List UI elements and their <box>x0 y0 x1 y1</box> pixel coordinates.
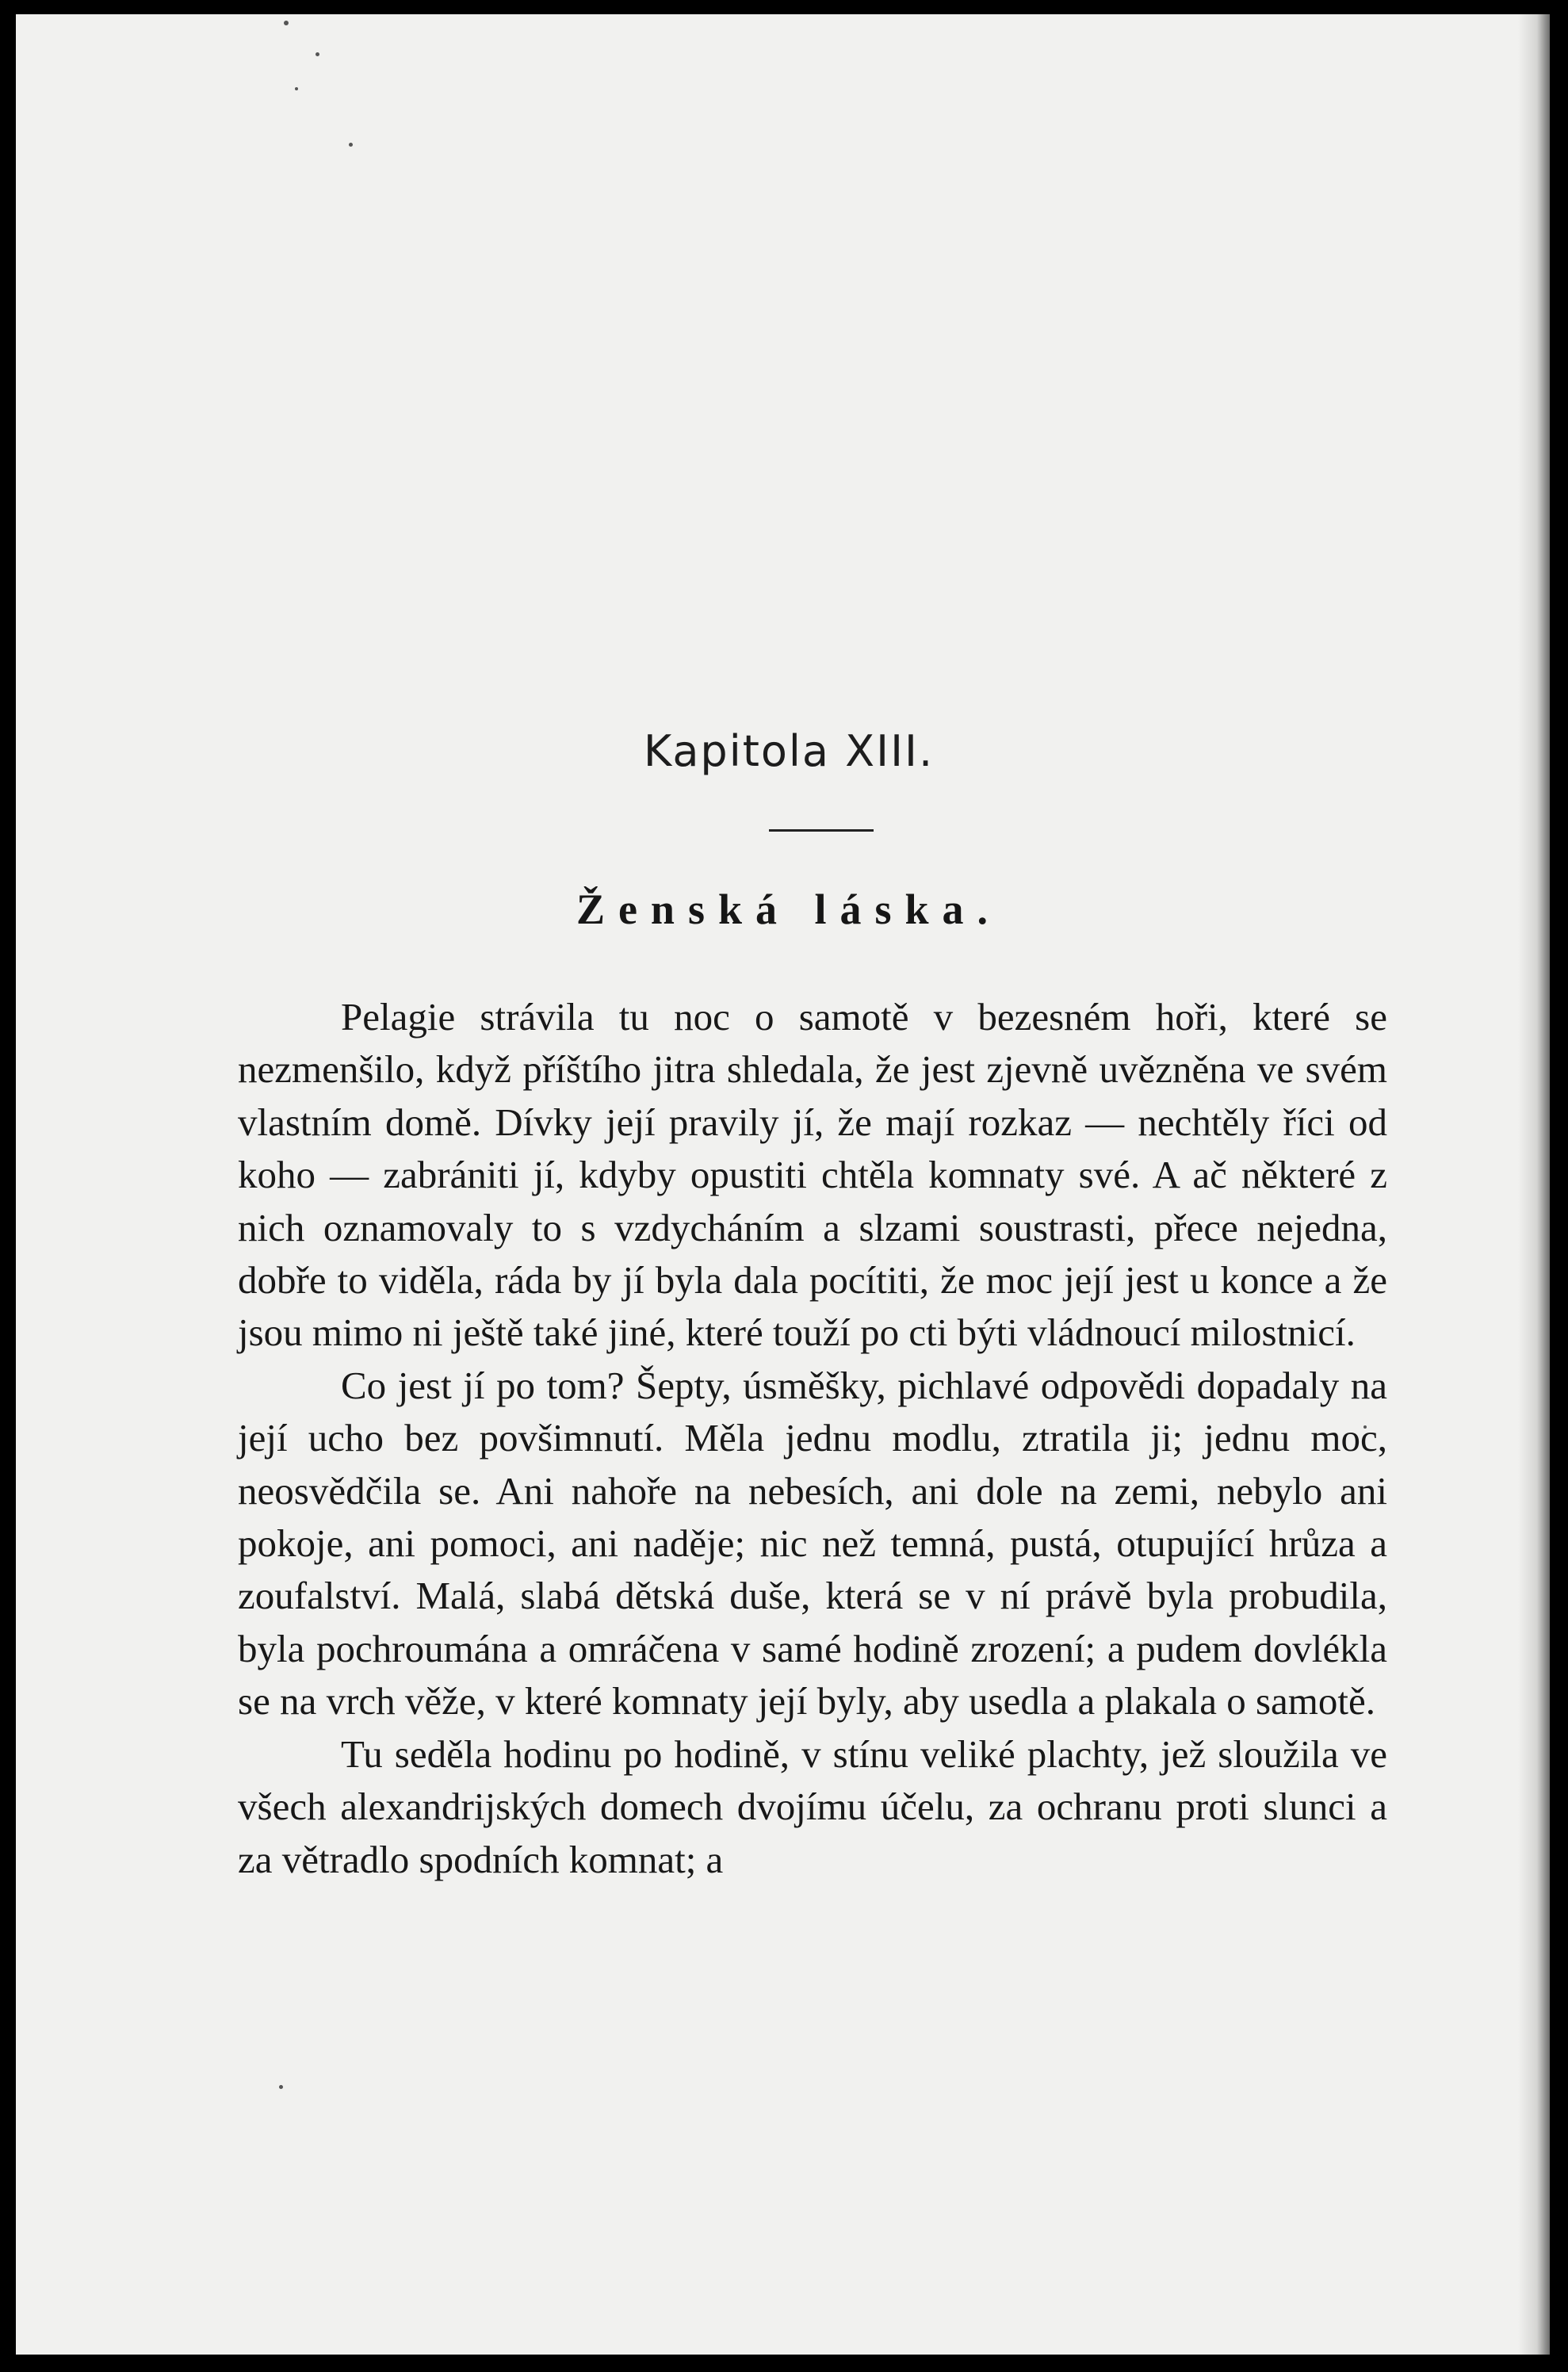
ink-speck <box>316 52 319 56</box>
book-page <box>16 14 1550 2355</box>
paragraph: Co jest jí po tom? Šepty, úsměšky, pichlavé odpovědi dopadaly na její ucho bez povšimnutí. Měla jednu modlu, ztratila ji; jednu moc, neosvědčila se. Ani nahoře na nebesích, ani dole na zemi, nebylo ani pokoje, ani pomoci, ani naděje; nic než temná, pustá, otupující hrůza a zoufalství. Malá, slabá dětská duše, která se v ní právě byla probudila, byla pochroumána a omráčena v samé hodině zrození; a pudem dovlékla se na vrch věže, v které komnaty její byly, aby usedla a plakala o samotě. <box>238 1363 1387 1724</box>
chapter-title: Ženská láska. <box>576 886 1002 933</box>
chapter-heading: Kapitola XIII. <box>643 726 935 776</box>
heading-rule <box>769 829 874 832</box>
paragraph: Pelagie strávila tu noc o samotě v bezesném hoři, které se nezmenšilo, když příštího jitra shledala, že jest zjevně uvězněna ve svém vlastním domě. Dívky její pravily jí, že mají rozkaz — nechtěly říci od koho — zabrániti jí, kdyby opustiti chtěla komnaty své. A ač některé z nich oznamovaly to s vzdycháním a slzami soustrasti, přece nejedna, dobře to viděla, ráda by jí byla dala pocítiti, že moc její jest u konce a že jsou mimo ni ještě také jiné, které touží po cti býti vládnoucí milostnicí. <box>238 995 1387 1355</box>
ink-speck <box>295 87 298 90</box>
binding-shadow <box>1518 14 1550 2355</box>
ink-speck <box>349 143 353 147</box>
ink-speck <box>279 2085 283 2089</box>
ink-speck <box>284 21 289 25</box>
paragraph: Tu seděla hodinu po hodině, v stínu veliké plachty, jež sloužila ve všech alexandrijských domech dvojímu účelu, za ochranu proti slunci a za větradlo spodních komnat; a <box>238 1731 1387 1881</box>
chapter-body <box>238 991 1387 1886</box>
